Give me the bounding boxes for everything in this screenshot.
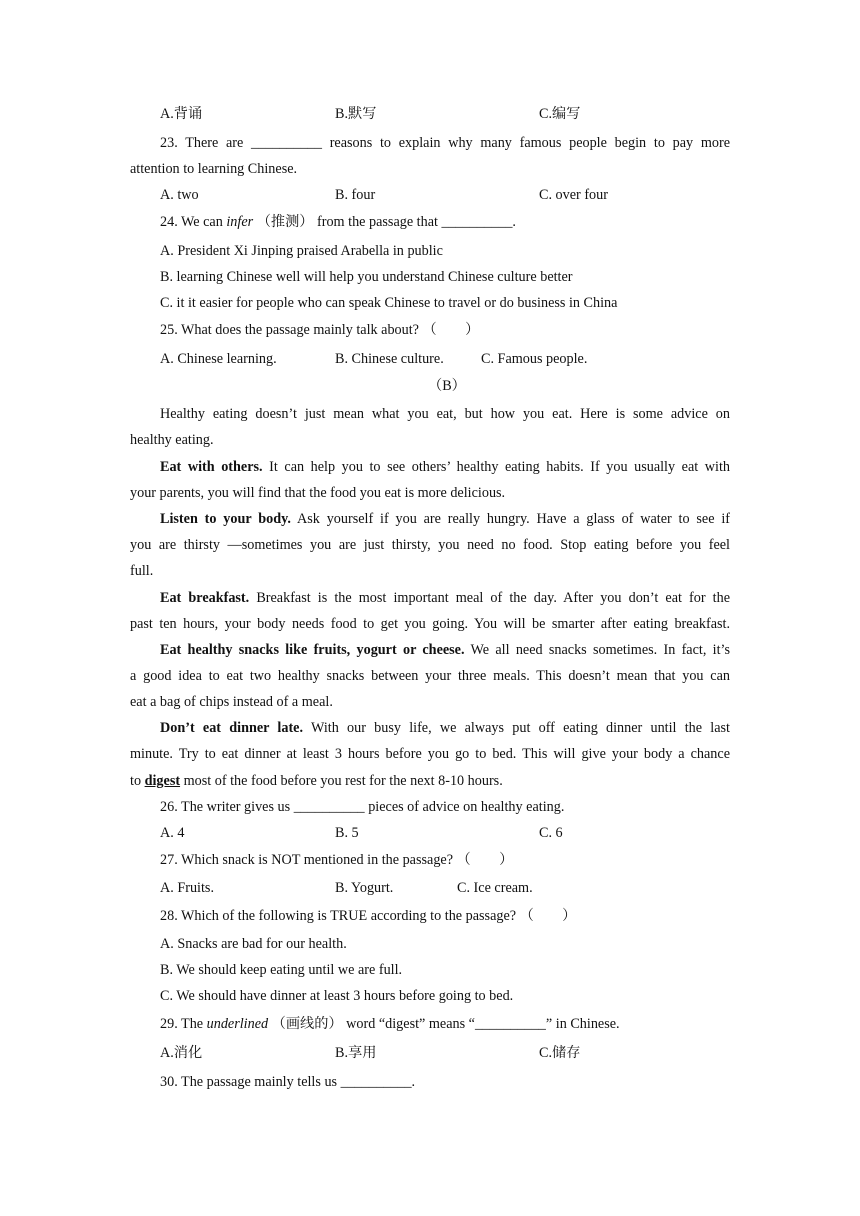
q28-stem: 28. Which of the following is TRUE according to the passage? （ ） — [160, 908, 577, 924]
q22-option-a: A.背诵 — [160, 106, 203, 122]
p5-line3-pre: to — [130, 773, 145, 789]
q26-option-b: B. 5 — [335, 825, 359, 841]
q29-option-b: B.享用 — [335, 1045, 377, 1061]
p1-text: It can help you to see others’ healthy eating habits. If you usually eat with — [262, 459, 730, 475]
q23-stem-line2: attention to learning Chinese. — [130, 161, 298, 177]
q24-option-a: A. President Xi Jinping praised Arabella in public — [160, 243, 443, 259]
q25-option-a: A. Chinese learning. — [160, 351, 277, 367]
underlined-word-digest: digest — [144, 773, 181, 789]
q26-stem: 26. The writer gives us __________ pieces of advice on healthy eating. — [160, 799, 565, 815]
q25-stem: 25. What does the passage mainly talk about? （ ） — [160, 322, 480, 338]
q26-option-c: C. 6 — [539, 825, 563, 841]
passage-p3-line1 — [160, 589, 730, 607]
q25-option-b: B. Chinese culture. — [335, 351, 444, 367]
p1-heading: Eat with others. — [160, 459, 263, 475]
q29-option-a: A.消化 — [160, 1045, 203, 1061]
q22-option-b: B.默写 — [335, 106, 377, 122]
q24-option-c: C. it it easier for people who can speak Chinese to travel or do business in China — [160, 295, 618, 311]
q24-stem — [160, 213, 516, 231]
q23-stem-line1: 23. There are __________ reasons to explain why many famous people begin to pay more — [160, 135, 730, 151]
q23-option-b: B. four — [335, 187, 376, 203]
q28-option-c: C. We should have dinner at least 3 hours before going to bed. — [160, 988, 514, 1004]
q29-prefix: 29. The — [160, 1016, 207, 1032]
q22-option-c: C.编写 — [539, 106, 581, 122]
passage-p5-line2: minute. Try to eat dinner at least 3 hours before you go to bed. This will give your body a chance — [130, 746, 730, 762]
p2-text: Ask yourself if you are really hungry. Have a glass of water to see if — [290, 511, 730, 527]
q27-option-a: A. Fruits. — [160, 880, 214, 896]
passage-p3-line2: past ten hours, your body needs food to get you going. You will be smarter after eating breakfast. — [130, 616, 730, 632]
q28-option-a: A. Snacks are bad for our health. — [160, 936, 347, 952]
q29-suffix: （画线的） word “digest” means “__________” in Chinese. — [268, 1016, 620, 1032]
q23-option-a: A. two — [160, 187, 199, 203]
passage-intro-line1: Healthy eating doesn’t just mean what you eat, but how you eat. Here is some advice on — [160, 406, 730, 422]
p3-text: Breakfast is the most important meal of the day. After you don’t eat for the — [249, 590, 731, 606]
passage-p1-line2: your parents, you will find that the food you eat is more delicious. — [130, 485, 506, 501]
q29-option-c: C.储存 — [539, 1045, 581, 1061]
q24-prefix: 24. We can — [160, 214, 227, 230]
p5-text: With our busy life, we always put off eating dinner until the last — [303, 720, 730, 736]
passage-p1-line1 — [160, 458, 730, 476]
passage-p2-line2: you are thirsty —sometimes you are just thirsty, you need no food. Stop eating before you feel — [130, 537, 730, 553]
p4-heading: Eat healthy snacks like fruits, yogurt or cheese. — [160, 642, 465, 658]
q27-option-b: B. Yogurt. — [335, 880, 394, 896]
q23-option-c: C. over four — [539, 187, 608, 203]
q24-italic-word: infer — [226, 214, 254, 230]
p2-heading: Listen to your body. — [160, 511, 291, 527]
p3-heading: Eat breakfast. — [160, 590, 250, 606]
q30-stem: 30. The passage mainly tells us __________. — [160, 1074, 416, 1090]
q26-option-a: A. 4 — [160, 825, 185, 841]
q27-stem: 27. Which snack is NOT mentioned in the passage? （ ） — [160, 852, 514, 868]
section-b-heading: （B） — [428, 378, 466, 394]
p5-heading: Don’t eat dinner late. — [160, 720, 304, 736]
p4-text: We all need snacks sometimes. In fact, it’s — [464, 642, 730, 658]
passage-intro-line2: healthy eating. — [130, 432, 214, 448]
q29-italic-word: underlined — [206, 1016, 269, 1032]
passage-p2-line1 — [160, 510, 730, 528]
passage-p4-line2: a good idea to eat two healthy snacks between your three meals. This doesn’t mean that you can — [130, 668, 730, 684]
passage-p4-line1 — [160, 641, 730, 659]
q24-suffix: （推测） from the passage that __________. — [253, 214, 516, 230]
passage-p2-line3: full. — [130, 563, 154, 579]
passage-p5-line1 — [160, 719, 730, 737]
q25-option-c: C. Famous people. — [481, 351, 588, 367]
q29-stem — [160, 1015, 620, 1033]
q24-option-b: B. learning Chinese well will help you understand Chinese culture better — [160, 269, 573, 285]
q28-option-b: B. We should keep eating until we are full. — [160, 962, 403, 978]
passage-p4-line3: eat a bag of chips instead of a meal. — [130, 694, 333, 710]
q27-option-c: C. Ice cream. — [457, 880, 533, 896]
passage-p5-line3 — [130, 772, 503, 790]
p5-line3-post: most of the food before you rest for the next 8-10 hours. — [180, 773, 503, 789]
